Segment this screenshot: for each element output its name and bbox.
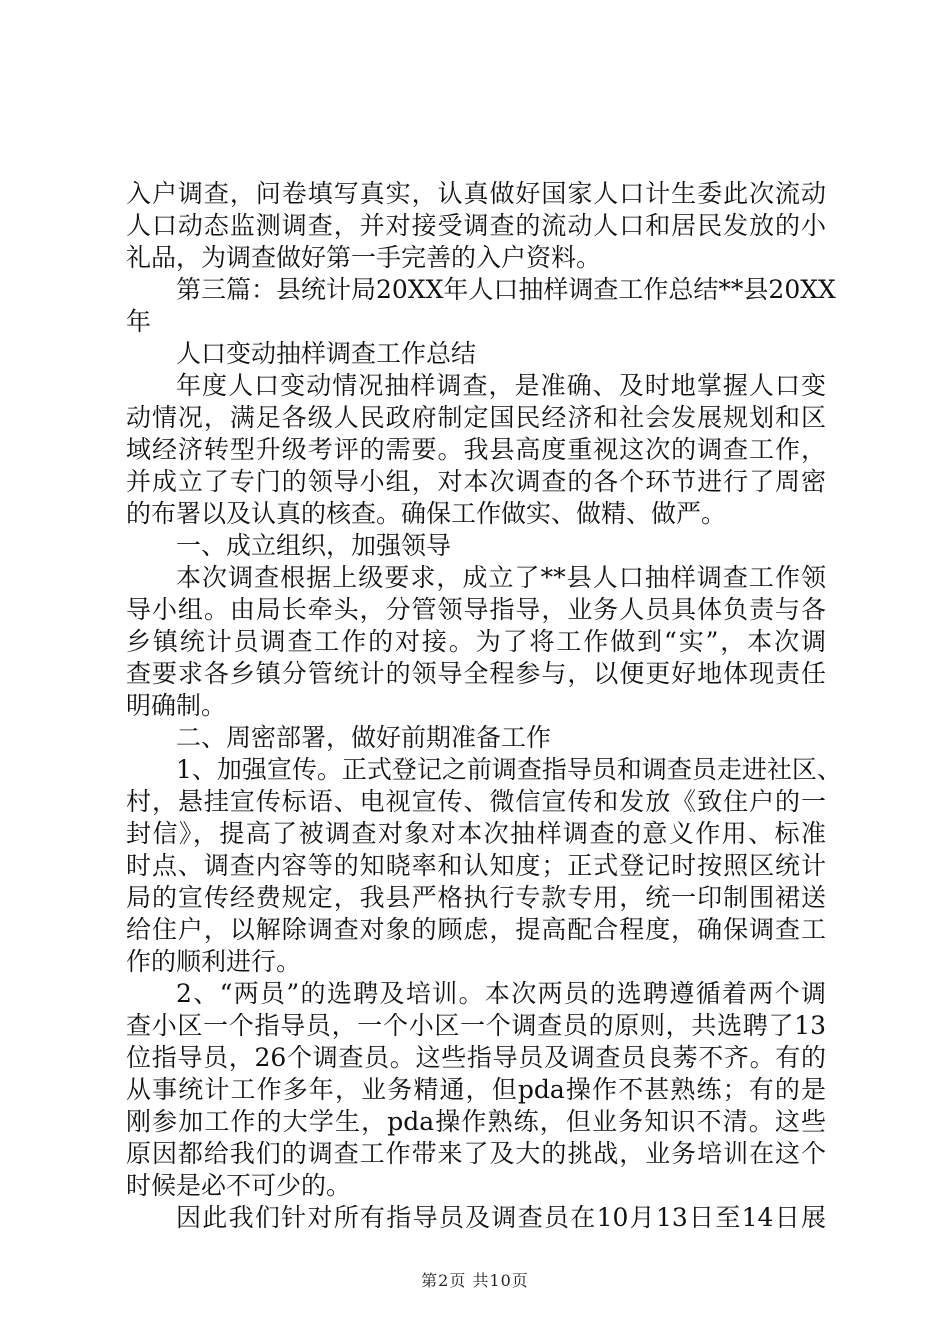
text-line: 因此我们针对所有指导员及调查员在10月13日至14日展 — [176, 1203, 826, 1232]
text-line: 明确制。 — [126, 691, 227, 720]
text-line: 位指导员，26个调查员。这些指导员及调查员良莠不齐。有的 — [126, 1043, 826, 1072]
text-line: 并成立了专门的领导小组，对本次调查的各个环节进行了周密 — [126, 467, 826, 496]
text-line: 给住户，以解除调查对象的顾虑，提高配合程度，确保调查工 — [126, 915, 826, 944]
text-line: 年度人口变动情况抽样调查，是准确、及时地掌握人口变 — [176, 371, 826, 400]
text-line: 的布署以及认真的核查。确保工作做实、做精、做严。 — [126, 499, 727, 528]
subheading: 人口变动抽样调查工作总结 — [176, 339, 477, 368]
text-line: 人口动态监测调查，并对接受调查的流动人口和居民发放的小 — [126, 211, 826, 240]
text-line: 查要求各乡镇分管统计的领导全程参与，以便更好地体现责任 — [126, 659, 826, 688]
subheading: 二、周密部署，做好前期准备工作 — [176, 723, 552, 752]
text-line: 入户调查，问卷填写真实，认真做好国家人口计生委此次流动 — [126, 179, 826, 208]
text-line: 本次调查根据上级要求，成立了**县人口抽样调查工作领 — [176, 563, 826, 592]
subheading: 一、成立组织，加强领导 — [176, 531, 452, 560]
text-line: 刚参加工作的大学生，pda操作熟练，但业务知识不清。这些 — [126, 1107, 826, 1136]
section-heading: 第三篇：县统计局20XX年人口抽样调查工作总结**县20XX — [176, 275, 836, 304]
text-line: 从事统计工作多年，业务精通，但pda操作不甚熟练；有的是 — [126, 1075, 826, 1104]
text-line: 域经济转型升级考评的需要。我县高度重视这次的调查工作， — [126, 435, 826, 464]
text-line: 2、“两员”的选聘及培训。本次两员的选聘遵循着两个调 — [176, 979, 826, 1008]
text-line: 局的宣传经费规定，我县严格执行专款专用，统一印制围裙送 — [126, 883, 826, 912]
text-line: 时点、调查内容等的知晓率和认知度；正式登记时按照区统计 — [126, 851, 826, 880]
text-line: 礼品，为调查做好第一手完善的入户资料。 — [126, 243, 602, 272]
page-number: 第2页 共10页 — [421, 1271, 529, 1290]
text-line: 动情况，满足各级人民政府制定国民经济和社会发展规划和区 — [126, 403, 826, 432]
text-line: 查小区一个指导员，一个小区一个调查员的原则，共选聘了13 — [126, 1011, 826, 1040]
text-line: 年 — [126, 307, 152, 336]
text-line: 封信》，提高了被调查对象对本次抽样调查的意义作用、标准 — [126, 819, 826, 848]
text-line: 1、加强宣传。正式登记之前调查指导员和调查员走进社区、 — [176, 755, 842, 784]
text-line: 导小组。由局长牵头，分管领导指导，业务人员具体负责与各 — [126, 595, 826, 624]
text-line: 原因都给我们的调查工作带来了及大的挑战，业务培训在这个 — [126, 1139, 826, 1168]
text-line: 时候是必不可少的。 — [126, 1171, 352, 1200]
text-line: 村，悬挂宣传标语、电视宣传、微信宣传和发放《致住户的一 — [126, 787, 826, 816]
text-line: 作的顺利进行。 — [126, 947, 302, 976]
text-line: 乡镇统计员调查工作的对接。为了将工作做到“实”，本次调 — [126, 627, 826, 656]
